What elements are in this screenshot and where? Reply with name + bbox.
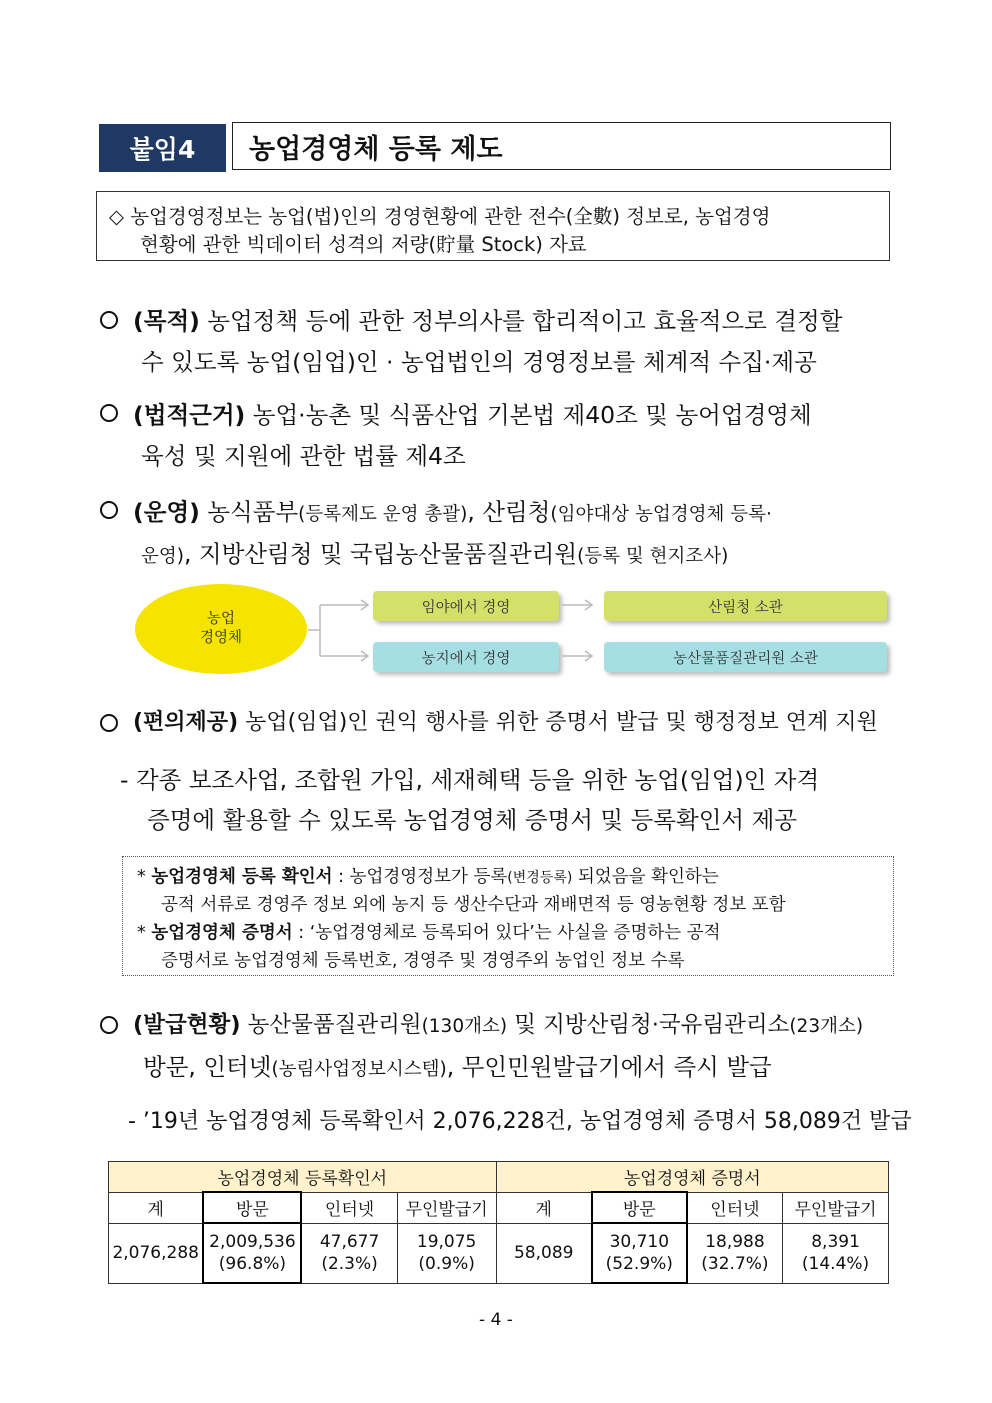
attachment-tag: 붙임4 — [99, 124, 226, 172]
note-2-text-a: : ‘농업경영체로 등록되어 있다’는 사실을 증명하는 공적 — [292, 923, 721, 943]
column-header: 계 — [109, 1192, 204, 1223]
circle-bullet-icon — [100, 714, 118, 732]
column-header: 인터넷 — [301, 1192, 397, 1223]
summary-text-1: 농업경영정보는 농업(법)인의 경영현황에 관한 전수(全數) 정보로, 농업경영 — [130, 205, 771, 228]
table-cell: 47,677 (2.3%) — [301, 1223, 397, 1283]
purpose-text-1: 농업정책 등에 관한 정부의사를 합리적이고 효율적으로 결정할 — [199, 307, 843, 335]
column-header: 방문 — [203, 1192, 301, 1223]
operation-text-g: (등록 및 현지조사) — [577, 546, 729, 567]
summary-line-1 — [109, 201, 770, 229]
group-header-certificate: 농업경영체 증명서 — [496, 1162, 888, 1193]
legal-line-1 — [133, 396, 812, 430]
page-number: - 4 - — [479, 1310, 513, 1330]
table-row — [109, 1223, 889, 1283]
purpose-line-1 — [133, 302, 842, 336]
page-title: 농업경영체 등록 제도 — [232, 122, 891, 170]
operation-text-c: , 산림청 — [467, 498, 551, 526]
note-1-text-b: (변경등록) — [507, 870, 573, 886]
circle-bullet-icon — [100, 501, 118, 519]
convenience-sub-line-1: - 각종 보조사업, 조합원 가입, 세재혜택 등을 위한 농업(임업)인 자격 — [120, 766, 820, 794]
operation-key: (운영) — [133, 498, 200, 526]
legal-key: (법적근거) — [133, 401, 246, 429]
issuance-text-a: 농산물품질관리원 — [240, 1012, 422, 1038]
legal-text-1: 농업·농촌 및 식품산업 기본법 제40조 및 농어업경영체 — [245, 401, 812, 429]
convenience-key: (편의제공) — [133, 710, 239, 735]
operation-text-f: , 지방산림청 및 국립농산물품질관리원 — [183, 540, 578, 568]
summary-box — [96, 191, 890, 261]
table-cell: 2,009,536 (96.8%) — [203, 1223, 301, 1283]
convenience-text-1: 농업(임업)인 권익 행사를 위한 증명서 발급 및 행정정보 연계 지원 — [238, 710, 878, 735]
operation-text-d: (임야대상 농업경영체 등록· — [550, 504, 772, 525]
issuance-text-f: (농림사업정보시스템) — [271, 1059, 447, 1080]
issuance-text-g: , 무인민원발급기에서 즉시 발급 — [446, 1053, 772, 1081]
note-1-text-c: 되었음을 확인하는 — [572, 867, 719, 887]
group-header-confirmation: 농업경영체 등록확인서 — [109, 1162, 497, 1193]
issuance-stats-table — [108, 1161, 889, 1284]
purpose-line-2: 수 있도록 농업(임업)인 · 농업법인의 경영정보를 체계적 수집·제공 — [141, 348, 817, 376]
column-header: 인터넷 — [687, 1192, 783, 1223]
table-cell: 18,988 (32.7%) — [687, 1223, 783, 1283]
farmland-management-box: 농지에서 경영 — [373, 642, 559, 672]
operation-text-a: 농식품부 — [199, 498, 299, 526]
note-line-3 — [137, 919, 721, 944]
forest-management-box: 임야에서 경영 — [373, 591, 559, 621]
circle-bullet-icon — [100, 1016, 118, 1034]
table-cell: 19,075 (0.9%) — [397, 1223, 496, 1283]
column-header: 계 — [496, 1192, 592, 1223]
ellipse-label-1: 농업 — [206, 611, 235, 627]
column-header: 방문 — [592, 1192, 687, 1223]
circle-bullet-icon — [100, 404, 118, 422]
operation-text-b: (등록제도 운영 총괄) — [298, 504, 468, 525]
convenience-line-1 — [133, 705, 878, 736]
operation-text-e: 운영) — [141, 546, 184, 567]
circle-bullet-icon — [100, 311, 118, 329]
issuance-text-d: (23개소) — [789, 1016, 864, 1037]
convenience-sub-line-2: 증명에 활용할 수 있도록 농업경영체 증명서 및 등록확인서 제공 — [147, 806, 797, 834]
purpose-key: (목적) — [133, 307, 200, 335]
operation-line-2 — [141, 535, 728, 569]
note-1-key: 농업경영체 등록 확인서 — [151, 867, 333, 887]
table-cell: 2,076,288 — [109, 1223, 204, 1283]
column-header: 무인발급기 — [783, 1192, 889, 1223]
note-line-2: 공적 서류로 경영주 정보 외에 농지 등 생산수단과 재배면적 등 영농현황 정보 포함 — [161, 895, 786, 915]
legal-line-2: 육성 및 지원에 관한 법률 제4조 — [141, 442, 466, 470]
issuance-text-c: 및 지방산림청·국유림관리소 — [507, 1012, 790, 1038]
certificate-note-box — [122, 856, 894, 976]
table-cell: 30,710 (52.9%) — [592, 1223, 687, 1283]
operation-line-1 — [133, 493, 772, 527]
ellipse-label-2: 경영체 — [199, 630, 243, 646]
table-group-header-row — [109, 1162, 889, 1193]
asterisk-icon: * — [137, 867, 146, 887]
note-line-4: 증명서로 농업경영체 등록번호, 경영주 및 경영주외 농업인 정보 수록 — [161, 951, 685, 971]
table-cell: 58,089 — [496, 1223, 592, 1283]
management-entity-ellipse — [135, 584, 307, 674]
issuance-line-2 — [143, 1048, 772, 1082]
note-line-1 — [137, 863, 719, 888]
issuance-line-1 — [133, 1007, 863, 1039]
quality-service-box: 농산물품질관리원 소관 — [604, 642, 887, 672]
asterisk-icon: * — [137, 923, 146, 943]
note-1-text-a: : 농업경영정보가 등록 — [332, 867, 508, 887]
table-cell: 8,391 (14.4%) — [783, 1223, 889, 1283]
column-header: 무인발급기 — [397, 1192, 496, 1223]
forest-service-box: 산림청 소관 — [604, 591, 887, 621]
issuance-key: (발급현황) — [133, 1012, 241, 1038]
table-column-header-row — [109, 1192, 889, 1223]
diamond-icon: ◇ — [109, 205, 124, 228]
summary-line-2: 현황에 관한 빅데이터 성격의 저량(貯量 Stock) 자료 — [140, 233, 587, 256]
issuance-text-b: (130개소) — [421, 1016, 508, 1037]
note-2-key: 농업경영체 증명서 — [151, 923, 293, 943]
issuance-sub-line: - ’19년 농업경영체 등록확인서 2,076,228건, 농업경영체 증명서 58,089건 발급 — [128, 1109, 912, 1134]
issuance-text-e: 방문, 인터넷 — [143, 1053, 272, 1081]
